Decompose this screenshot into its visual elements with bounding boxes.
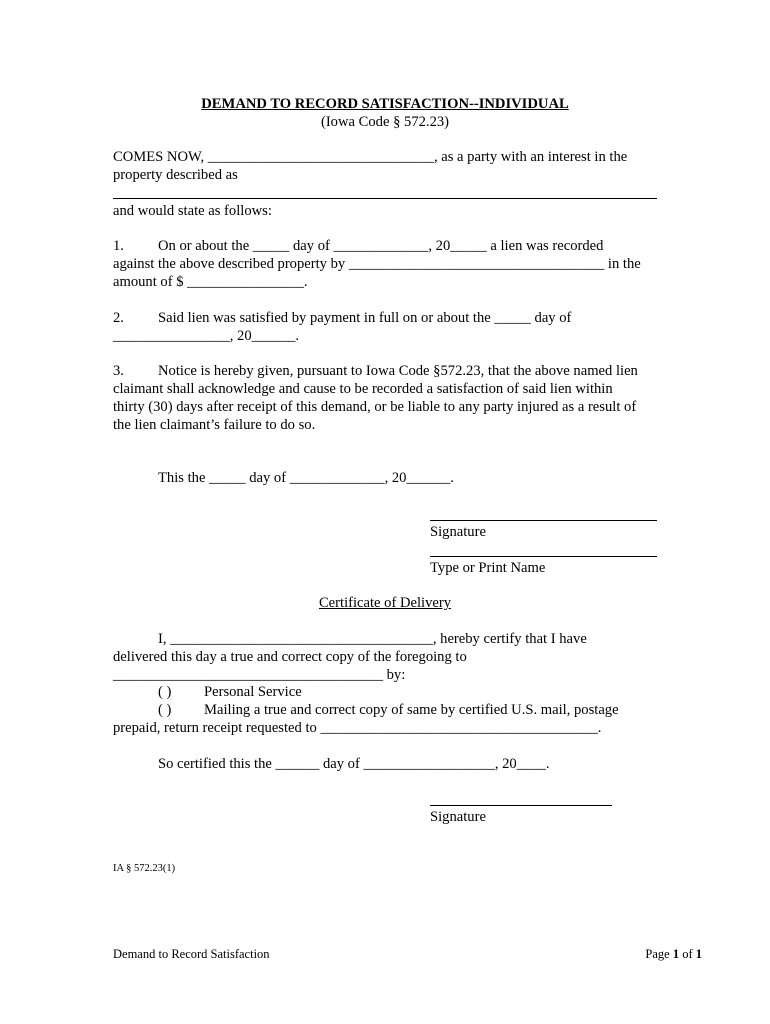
certificate-heading: Certificate of Delivery [318,595,452,611]
certified-date-line: So certified this the ______ day of __________________, 20____. [158,756,550,772]
signature-label-1: Signature [430,524,486,540]
print-name-line[interactable] [430,556,657,557]
signature-line-1[interactable] [430,520,657,521]
date-line: This the _____ day of _____________, 20______. [158,470,454,486]
footer-document-name: Demand to Record Satisfaction [113,947,270,961]
document-subtitle: (Iowa Code § 572.23) [320,114,450,130]
certified-mail-label: Mailing a true and correct copy of same by certified U.S. mail, postage [204,702,619,718]
para3-line-3: thirty (30) days after receipt of this demand, or be liable to any party injured as a result of [113,399,637,415]
code-reference: IA § 572.23(1) [113,863,176,874]
property-description-line[interactable] [113,198,657,199]
intro-line-3: and would state as follows: [113,203,272,219]
signature-line-2[interactable] [430,805,612,806]
para1-number: 1. [113,238,124,254]
para1-line-2: against the above described property by ___________________________________ in the [113,256,641,272]
current-page: 1 [672,947,680,961]
document-title: DEMAND TO RECORD SATISFACTION--INDIVIDUAL [201,96,569,112]
para3-number: 3. [113,363,124,379]
intro-line-1: COMES NOW, _______________________________, as a party with an interest in the [113,149,628,165]
certificate-line-4: prepaid, return receipt requested to ______________________________________. [113,720,602,736]
para1-line-3: amount of $ ________________. [113,274,308,290]
para3-line-1: Notice is hereby given, pursuant to Iowa Code §572.23, that the above named lien [158,363,638,379]
total-pages: 1 [695,947,702,961]
signature-label-2: Signature [430,809,486,825]
certificate-line-2: delivered this day a true and correct copy of the foregoing to [113,649,467,665]
of-label: of [679,947,696,961]
para2-line-2: ________________, 20______. [113,328,300,344]
personal-service-checkbox[interactable]: ( ) [158,684,172,700]
certified-mail-checkbox[interactable]: ( ) [158,702,172,718]
para2-number: 2. [113,310,124,326]
certificate-line-1: I, ____________________________________, hereby certify that I have [158,631,587,647]
type-print-name-label: Type or Print Name [430,560,546,576]
para3-line-4: the lien claimant’s failure to do so. [113,417,316,433]
intro-line-2: property described as [113,167,238,183]
certificate-line-3: _____________________________________ by: [113,667,406,683]
para2-line-1: Said lien was satisfied by payment in full on or about the _____ day of [158,310,572,326]
footer-page-number [645,945,702,963]
para3-line-2: claimant shall acknowledge and cause to be recorded a satisfaction of said lien within [113,381,613,397]
page-label: Page [645,947,673,961]
personal-service-label: Personal Service [204,684,302,700]
para1-line-1: On or about the _____ day of _____________, 20_____ a lien was recorded [158,238,604,254]
